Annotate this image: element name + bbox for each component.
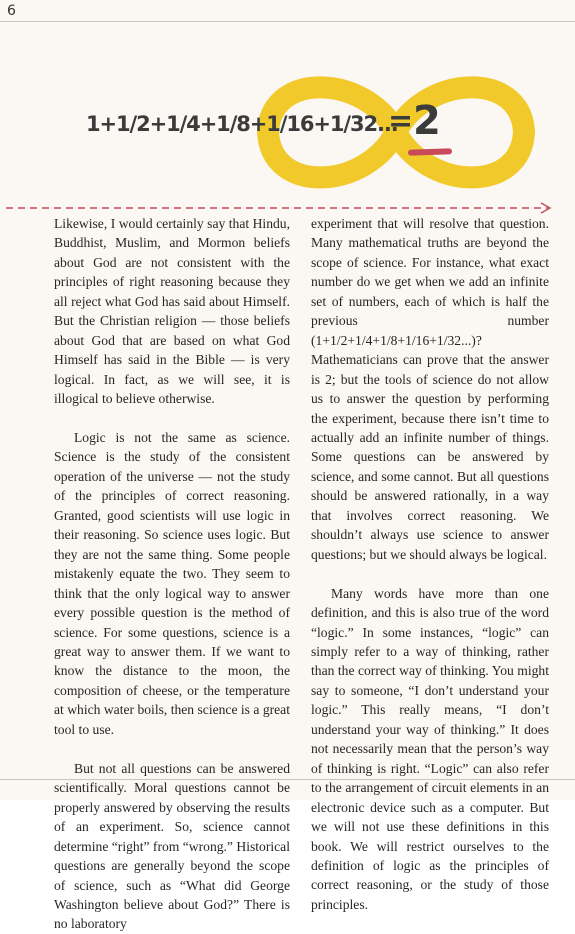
paragraph: experiment that will resolve that question. Many mathematical truths are beyond the scope of science. For instance, what exact number do we get when we add an infinite set of numbers, each of which is half the previous number (1+1/2+1/4+1/8+1/16+1/32...)? Mathematicians can prove that the answer is 2; but the tools of science do not allow us to answer the question by performing the experiment, because there isn’t time to actually add an infinite number of things. Some questions can be answered by science, and some cannot. But all questions should be answered rationally, in a way that involves correct reasoning. We shouldn’t always use science to answer questions; but we should always be logical.	[311, 216, 549, 562]
bottom-rule	[0, 779, 575, 780]
series-equation: 1+1/2+1/4+1/8+1/16+1/32...	[86, 112, 398, 136]
page-number: 6	[7, 3, 16, 19]
equals-sign: =	[388, 104, 414, 139]
paragraph: But not all questions can be answered scientifically. Moral questions cannot be properly answered by observing the results of an experiment. So, science cannot determine “right” from “wrong.” Historical questions are generally beyond the scope of science, such as “What did George Washington believe about God?” There is no laboratory	[54, 760, 290, 932]
paragraph: Many words have more than one definition, and this is also true of the word “logic.” In some instances, “logic” can simply refer to a way of thinking, rather than the correct way of thinking. You might say to someone, “I don’t understand your logic.” This really means, “I don’t understand your way of thinking.” It does not necessarily mean that the person’s way of thinking is right. “Logic” can also refer to the arrangement of circuit elements in an electronic device such as a computer. But we will not use these definitions in this book. We will restrict ourselves to the definition of logic as the principles of correct reasoning, or the study of those principles.	[311, 585, 549, 912]
left-text-column	[54, 214, 290, 934]
top-rule	[0, 21, 575, 22]
right-text-column	[311, 214, 549, 914]
paragraph: Logic is not the same as science. Science is the study of the consistent operation of the universe — not the study of the principles of correct reasoning. Granted, good scientists will use logic in their reasoning. So science uses logic. But they are not the same thing. Some people mistakenly equate the two. They seem to think that the only logical way to answer every possible question is the method of science. For some questions, science is a great way to answer them. If we want to know the distance to the moon, the composition of cheese, or the temperature at which water boils, then science is a great tool to use.	[54, 430, 290, 737]
series-answer: 2	[413, 98, 441, 144]
paragraph: Likewise, I would certainly say that Hindu, Buddhist, Muslim, and Mormon beliefs about God are not consistent with the principles of right reasoning because they all reject what God has said about Himself. But the Christian religion — those beliefs about God that are based on what God Himself has said in the Bible — is very logical. In fact, as we will see, it is illogical to believe otherwise.	[54, 216, 290, 407]
